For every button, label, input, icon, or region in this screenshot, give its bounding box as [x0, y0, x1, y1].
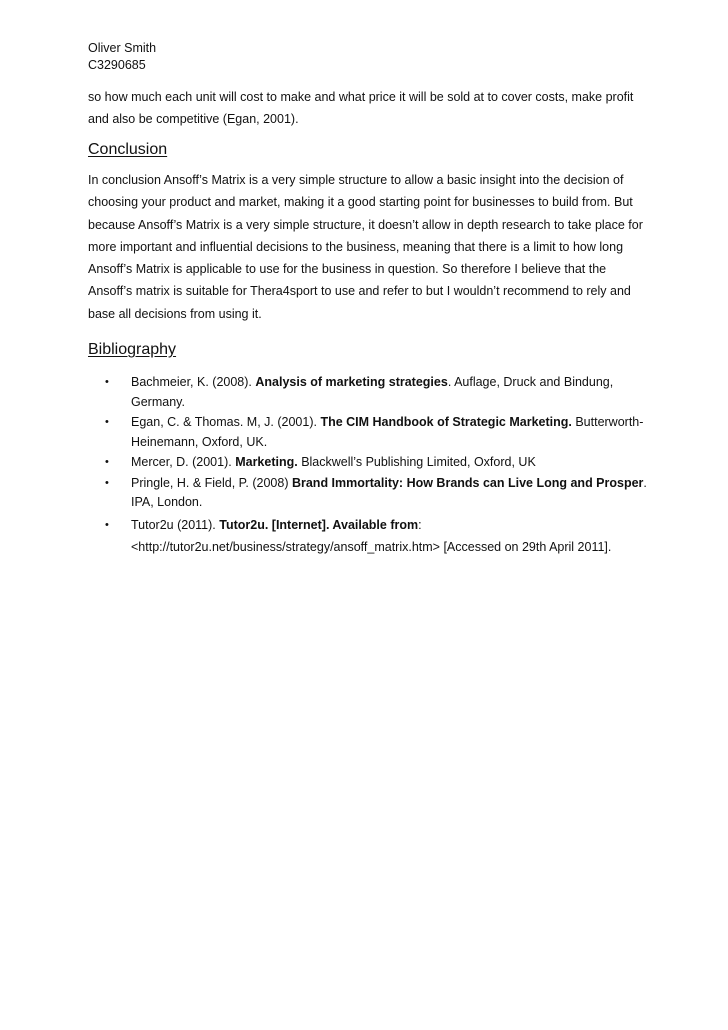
bib-item-title: Tutor2u. [Internet]. Available from	[219, 517, 419, 532]
bibliography-heading: Bibliography	[88, 341, 177, 359]
bibliography-item	[88, 373, 648, 412]
bibliography-item	[88, 453, 648, 473]
bib-item-prefix: Mercer, D. (2001).	[131, 455, 236, 470]
bib-item-title: Brand Immortality: How Brands can Live Long and Prosper	[291, 475, 644, 490]
bibliography-item	[88, 514, 648, 559]
bullet-icon: •	[105, 476, 109, 489]
bullet-icon: •	[105, 376, 109, 389]
bullet-icon: •	[105, 416, 109, 429]
bib-item-suffix: . IPA, London.	[131, 475, 647, 510]
bib-item-prefix: Pringle, H. & Field, P. (2008)	[131, 475, 292, 490]
author-name: Oliver Smith	[88, 41, 157, 55]
bib-item-prefix: Tutor2u (2011).	[131, 517, 220, 532]
bib-item-suffix: : <http://tutor2u.net/business/strategy/ansoff_matrix.htm> [Accessed on 29th April 2011].	[131, 517, 612, 554]
bibliography-list	[88, 373, 648, 558]
student-id: C3290685	[88, 58, 146, 72]
document-page	[88, 40, 648, 559]
bullet-icon: •	[105, 456, 109, 469]
conclusion-heading: Conclusion	[88, 141, 168, 158]
bib-item-prefix: Bachmeier, K. (2008).	[131, 375, 256, 390]
bib-item-title: Marketing.	[235, 455, 298, 470]
bib-item-suffix: Blackwell’s Publishing Limited, Oxford, UK	[297, 455, 536, 470]
bib-item-suffix: Butterworth-Heinemann, Oxford, UK.	[131, 415, 644, 449]
bullet-icon: •	[105, 518, 109, 531]
bib-item-suffix: . Auflage, Druck and Bindung, Germany.	[131, 375, 614, 409]
bib-item-title: Analysis of marketing strategies	[255, 375, 448, 390]
conclusion-paragraph: In conclusion Ansoff’s Matrix is a very simple structure to allow a basic insight into the decision of choosing your product and market, making it a good starting point for businesses to build from. But because Ansoff’s Matrix is a very simple structure, it doesn’t allow in depth research to take place for more important and influential decisions to the business, meaning that there is a limit to how long Ansoff’s Matrix is applicable to use for the business in question. So therefore I believe that the Ansoff’s matrix is suitable for Thera4sport to use and refer to but I wouldn’t recommend to rely and base all decisions from using it.	[88, 173, 643, 321]
bibliography-item	[88, 413, 648, 452]
bib-item-prefix: Egan, C. & Thomas. M, J. (2001).	[131, 415, 321, 430]
bib-item-title: The CIM Handbook of Strategic Marketing.	[320, 415, 572, 430]
bibliography-item	[88, 474, 648, 513]
intro-paragraph: so how much each unit will cost to make and what price it will be sold at to cover costs, make profit and also be competitive (Egan, 2001).	[88, 90, 634, 126]
